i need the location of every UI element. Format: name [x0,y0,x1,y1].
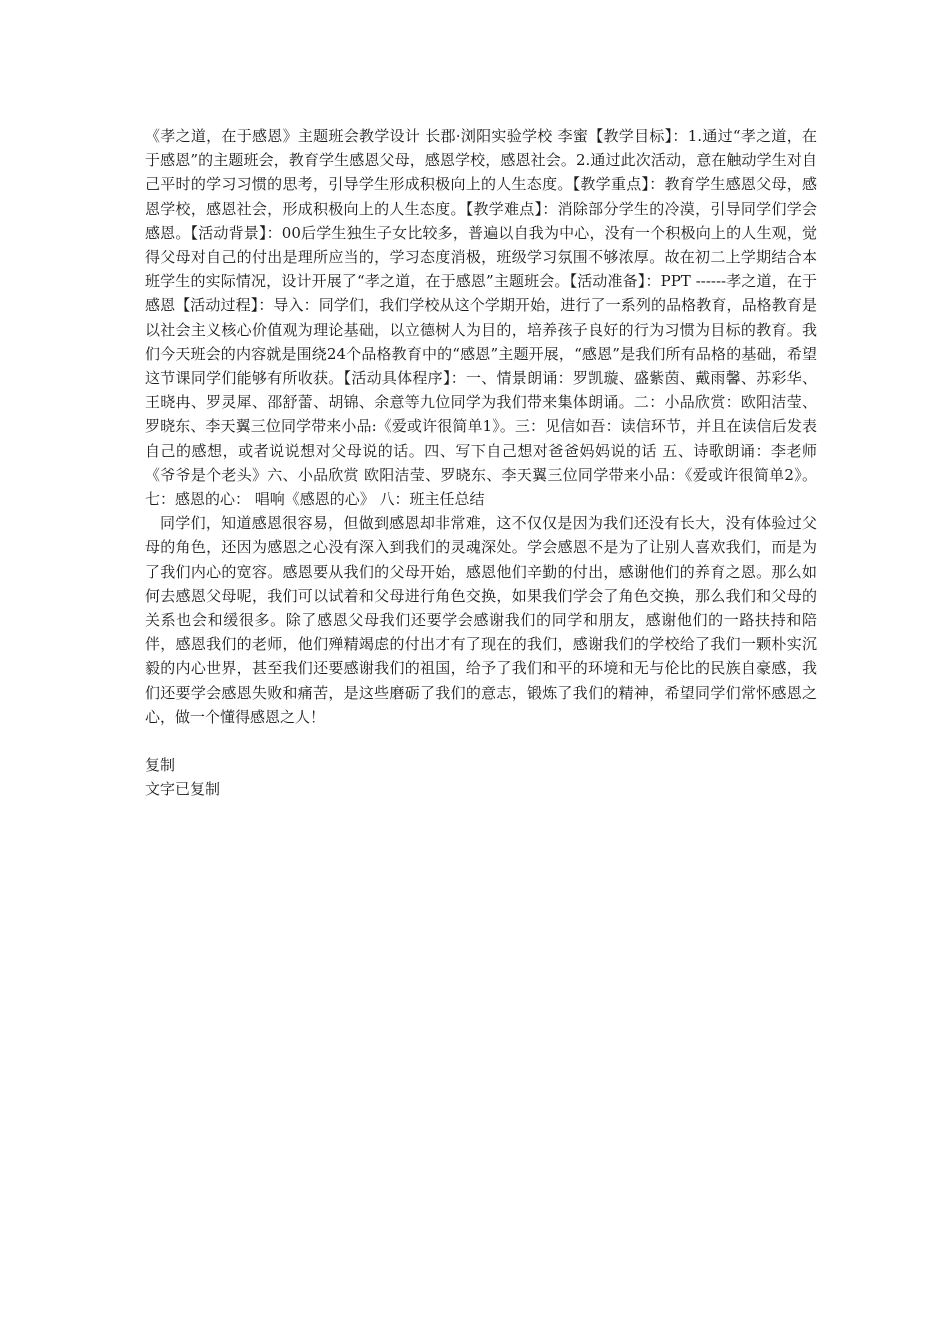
document-body [145,124,817,801]
paragraph-conclusion: 同学们，知道感恩很容易，但做到感恩却非常难，这不仅仅是因为我们还没有长大，没有体验过父母的角色，还因为感恩之心没有深入到我们的灵魂深处。学会感恩不是为了让别人喜欢我们，而是为了我们内心的宽容。感恩要从我们的父母开始，感恩他们辛勤的付出，感谢他们的养育之恩。那么如何去感恩父母呢，我们可以试着和父母进行角色交换，如果我们学会了角色交换，那么我们和父母的关系也会和缓很多。除了感恩父母我们还要学会感谢我们的同学和朋友，感谢他们的一路扶持和陪伴，感恩我们的老师，他们殚精竭虑的付出才有了现在的我们，感谢我们的学校给了我们一颗朴实沉毅的内心世界，甚至我们还要感谢我们的祖国，给予了我们和平的环境和无与伦比的民族自豪感，我们还要学会感恩失败和痛苦，是这些磨砺了我们的意志，锻炼了我们的精神，希望同学们常怀感恩之心，做一个懂得感恩之人！ [145,514,817,726]
copy-area [145,753,817,801]
copied-status-text: 文字已复制 [145,780,221,799]
copy-button[interactable]: 复制 [145,756,176,775]
paragraph-intro: 《孝之道，在于感恩》主题班会教学设计 长郡·浏阳实验学校 李蜜【教学目标】：1.通过“孝之道，在于感恩”的主题班会，教育学生感恩父母，感恩学校，感恩社会。2.通过此次活动，意在触动学生对自己平时的学习习惯的思考，引导学生形成积极向上的人生态度。【教学重点】：教育学生感恩父母，感恩学校，感恩社会，形成积极向上的人生态度。【教学难点】：消除部分学生的冷漠，引导同学们学会感恩。【活动背景】：00后学生独生子女比较多，普遍以自我为中心，没有一个积极向上的人生观，觉得父母对自己的付出是理所应当的，学习态度消极，班级学习氛围不够浓厚。故在初二上学期结合本班学生的实际情况，设计开展了“孝之道，在于感恩”主题班会。【活动准备】：PPT ------孝之道，在于感恩【活动过程】：导入：同学们，我们学校从这个学期开始，进行了一系列的品格教育，品格教育是以社会主义核心价值观为理论基础，以立德树人为目的，培养孩子良好的行为习惯为目标的教育。我们今天班会的内容就是围绕24个品格教育中的“感恩”主题开展，“感恩”是我们所有品格的基础，希望这节课同学们能够有所收获。【活动具体程序】：一、情景朗诵：罗凯璇、盛紫茵、戴雨馨、苏彩华、王晓冉、罗灵犀、邵舒蕾、胡锦、余意等九位同学为我们带来集体朗诵。二：小品欣赏：欧阳洁莹、罗晓东、李天翼三位同学带来小品:《爱或许很简单1》。三：见信如吾：读信环节，并且在读信后发表自己的感想，或者说说想对父母说的话。四、写下自己想对爸爸妈妈说的话 五、诗歌朗诵：李老师《爷爷是个老头》六、小品欣赏 欧阳洁莹、罗晓东、李天翼三位同学带来小品：《爱或许很简单2》。七：感恩的心： 唱响《感恩的心》 八：班主任总结 [145,127,817,509]
